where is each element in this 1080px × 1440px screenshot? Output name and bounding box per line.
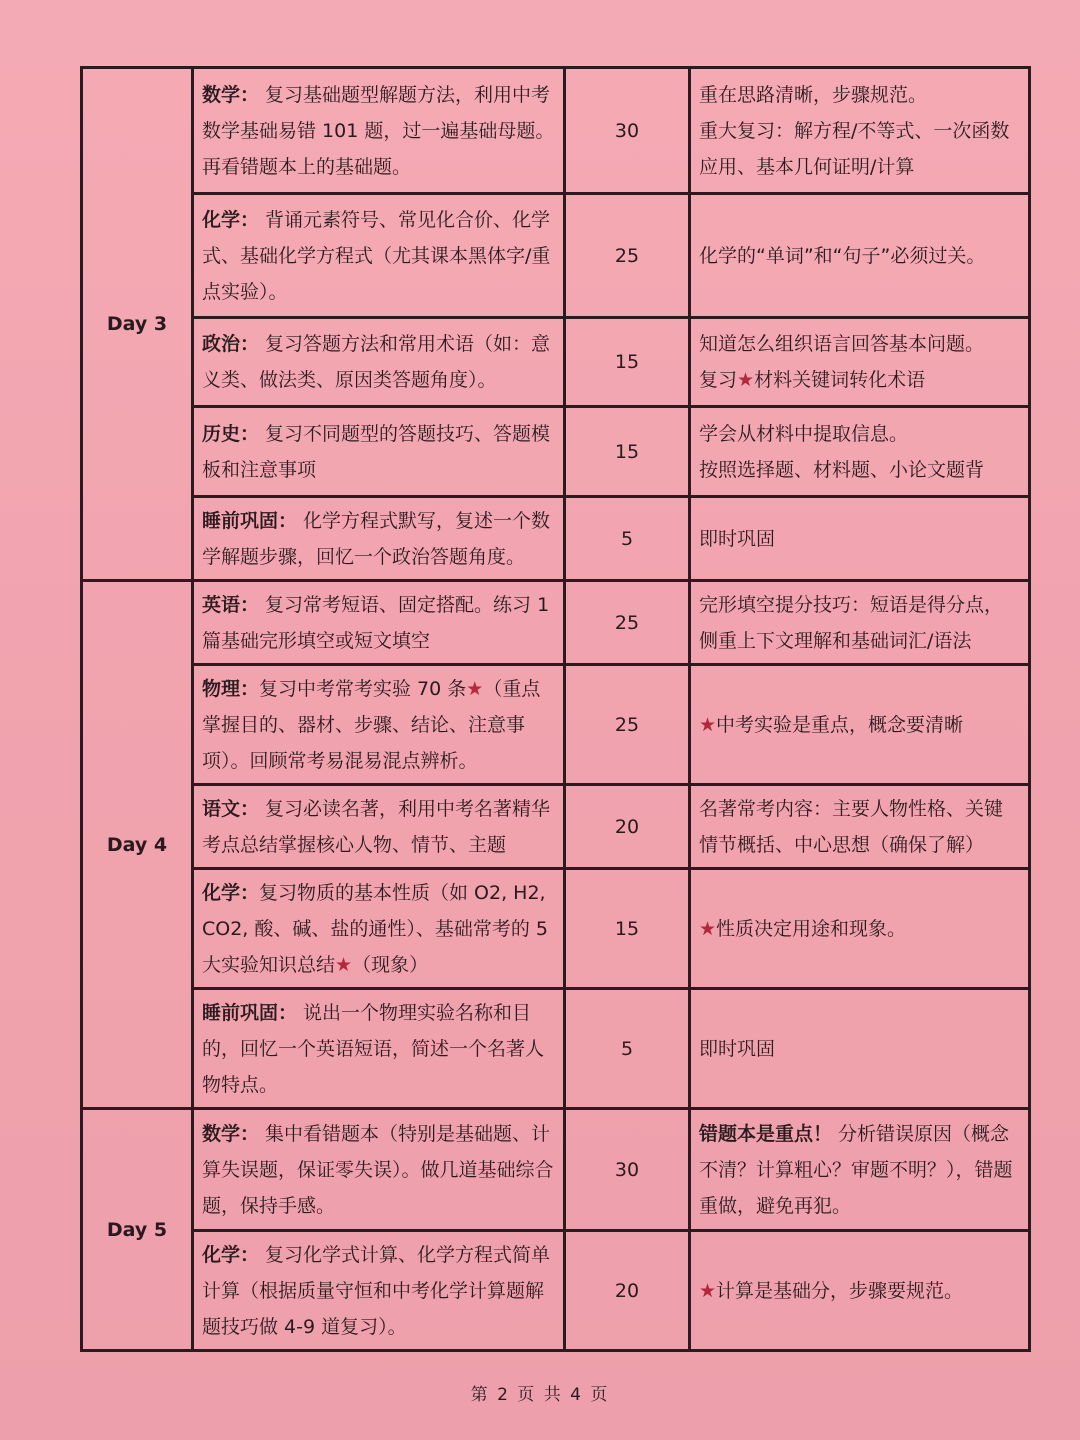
subject-label: 政治： xyxy=(202,333,260,355)
table-row xyxy=(82,318,1030,407)
minutes-cell: 30 xyxy=(565,1109,690,1231)
subject-label: 化学： xyxy=(202,881,260,904)
note-cell: 即时巩固 xyxy=(690,497,1030,581)
note-cell: 学会从材料中提取信息。 按照选择题、材料题、小论文题背 xyxy=(690,407,1030,497)
minutes-cell: 15 xyxy=(565,407,690,497)
table-row xyxy=(82,407,1030,497)
task-cell: 数学： 复习基础题型解题方法，利用中考数学基础易错 101 题，过一遍基础母题。再看错题本上的基础题。 xyxy=(193,68,565,194)
minutes-cell: 5 xyxy=(565,497,690,581)
task-cell: 历史： 复习不同题型的答题技巧、答题模板和注意事项 xyxy=(193,407,565,497)
table-row xyxy=(82,869,1030,989)
note-cell: 错题本是重点！ 分析错误原因（概念不清？计算粗心？审题不明？），错题重做，避免再犯。 xyxy=(690,1109,1030,1231)
page-footer: 第 2 页 共 4 页 xyxy=(470,1385,610,1405)
table-row xyxy=(82,581,1030,665)
minutes-cell: 20 xyxy=(565,785,690,869)
task-cell: 睡前巩固： 说出一个物理实验名称和目的，回忆一个英语短语，简述一个名著人物特点。 xyxy=(193,989,565,1109)
task-cell: 英语： 复习常考短语、固定搭配。练习 1 篇基础完形填空或短文填空 xyxy=(193,581,565,665)
minutes-cell: 5 xyxy=(565,989,690,1109)
task-cell: 政治： 复习答题方法和常用术语（如：意义类、做法类、原因类答题角度）。 xyxy=(193,318,565,407)
minutes-cell: 20 xyxy=(565,1231,690,1351)
minutes-cell: 15 xyxy=(565,318,690,407)
star-icon: ★ xyxy=(335,953,353,976)
table-row xyxy=(82,194,1030,318)
minutes-cell: 25 xyxy=(565,194,690,318)
table-row xyxy=(82,1109,1030,1231)
table-row xyxy=(82,68,1030,194)
table-row xyxy=(82,497,1030,581)
star-icon: ★ xyxy=(737,369,755,391)
minutes-cell: 15 xyxy=(565,869,690,989)
note-cell: ★中考实验是重点，概念要清晰 xyxy=(690,665,1030,785)
day-label: Day 4 xyxy=(82,581,193,1109)
note-cell: 重在思路清晰，步骤规范。 重大复习：解方程/不等式、一次函数应用、基本几何证明/计算 xyxy=(690,68,1030,194)
subject-label: 英语： xyxy=(202,593,260,616)
minutes-cell: 30 xyxy=(565,68,690,194)
day-label: Day 5 xyxy=(82,1109,193,1351)
note-cell: 完形填空提分技巧：短语是得分点，侧重上下文理解和基础词汇/语法 xyxy=(690,581,1030,665)
task-cell: 化学： 背诵元素符号、常见化合价、化学式、基础化学方程式（尤其课本黑体字/重点实验）。 xyxy=(193,194,565,318)
subject-label: 历史： xyxy=(202,422,260,445)
table-row xyxy=(82,1231,1030,1351)
subject-label: 语文： xyxy=(202,797,260,820)
minutes-cell: 25 xyxy=(565,665,690,785)
table-row xyxy=(82,785,1030,869)
subject-label: 数学： xyxy=(202,1122,260,1145)
task-cell: 物理：复习中考常考实验 70 条★（重点掌握目的、器材、步骤、结论、注意事项）。回顾常考易混易混点辨析。 xyxy=(193,665,565,785)
task-cell: 睡前巩固： 化学方程式默写，复述一个数学解题步骤，回忆一个政治答题角度。 xyxy=(193,497,565,581)
table-row xyxy=(82,989,1030,1109)
minutes-cell: 25 xyxy=(565,581,690,665)
star-icon: ★ xyxy=(699,713,717,736)
subject-label: 化学： xyxy=(202,208,260,231)
subject-label: 数学： xyxy=(202,83,260,106)
note-cell: 名著常考内容：主要人物性格、关键情节概括、中心思想（确保了解） xyxy=(690,785,1030,869)
note-cell: 化学的“单词”和“句子”必须过关。 xyxy=(690,194,1030,318)
task-cell: 语文： 复习必读名著，利用中考名著精华考点总结掌握核心人物、情节、主题 xyxy=(193,785,565,869)
note-cell: ★计算是基础分，步骤要规范。 xyxy=(690,1231,1030,1351)
task-cell: 化学： 复习化学式计算、化学方程式简单计算（根据质量守恒和中考化学计算题解题技巧做 4-9 道复习）。 xyxy=(193,1231,565,1351)
star-icon: ★ xyxy=(699,917,717,940)
day-label: Day 3 xyxy=(82,68,193,581)
task-cell: 化学：复习物质的基本性质（如 O2, H2, CO2, 酸、碱、盐的通性）、基础常考的 5 大实验知识总结★（现象） xyxy=(193,869,565,989)
note-cell: 即时巩固 xyxy=(690,989,1030,1109)
subject-label: 睡前巩固： xyxy=(202,1001,298,1024)
note-cell: 知道怎么组织语言回答基本问题。 复习★材料关键词转化术语 xyxy=(690,318,1030,407)
table-row xyxy=(82,665,1030,785)
study-plan-table xyxy=(80,66,1031,1352)
subject-label: 睡前巩固： xyxy=(202,509,298,532)
subject-label: 化学： xyxy=(202,1243,260,1266)
star-icon: ★ xyxy=(699,1279,717,1302)
subject-label: 物理： xyxy=(202,677,260,700)
task-cell: 数学： 集中看错题本（特别是基础题、计算失误题，保证零失误）。做几道基础综合题，保持手感。 xyxy=(193,1109,565,1231)
star-icon: ★ xyxy=(466,677,484,700)
note-cell: ★性质决定用途和现象。 xyxy=(690,869,1030,989)
